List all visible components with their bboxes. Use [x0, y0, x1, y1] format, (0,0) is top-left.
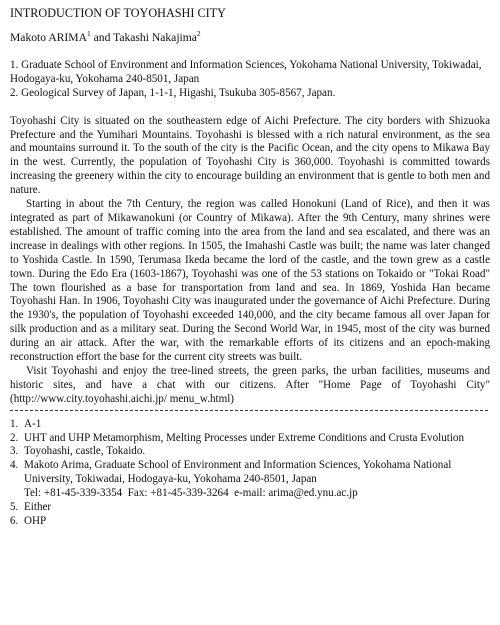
- footnote-number: 2.: [10, 431, 19, 444]
- affiliation-1: 1. Graduate School of Environment and Information Sciences, Yokohama National University, Tokiwadai, Hodogaya-ku, Yokohama 240-8501, Japan: [10, 58, 482, 85]
- footnote-number: 5.: [10, 501, 19, 514]
- footnote-text: OHP: [24, 515, 47, 527]
- paper-title: INTRODUCTION OF TOYOHASHI CITY: [10, 6, 226, 20]
- footnote-contact: Tel: +81-45-339-3354 Fax: +81-45-339-3264 e-mail: arima@ed.ynu.ac.jp: [24, 487, 358, 500]
- author-line: [10, 31, 490, 45]
- footnote-text: Either: [24, 501, 52, 514]
- body-paragraph-1: Toyohashi City is situated on the southeastern edge of Aichi Prefecture. The city borders with Shizuoka Prefecture and the Yumihari Mountains. Toyohashi is blessed with a rich natural environment, as the sea and mountains surround it. To the south of the city is the Pacific Ocean, and the city opens to Mikawa Bay in the west. Currently, the population of Toyohashi City is 360,000. Toyohashi is committed towards increasing the greenery within the city to encourage building an environment that is gentle to both men and nature.: [10, 114, 490, 197]
- footnote-6: [10, 515, 490, 529]
- footnote-number: 6.: [10, 515, 19, 527]
- footnote-text: A-1: [24, 417, 42, 430]
- footnote-number: 1.: [10, 417, 19, 430]
- author-1-name: Makoto ARIMA: [10, 31, 87, 44]
- footnote-4: [10, 459, 490, 501]
- author-1-affil-mark: 1: [86, 29, 91, 38]
- footnote-1: [10, 418, 490, 432]
- footnote-3: [10, 445, 490, 459]
- author-2-affil-mark: 2: [196, 29, 201, 38]
- author-joiner: and: [90, 31, 114, 44]
- footnote-text: Makoto Arima, Graduate School of Environment and Information Sciences, Yokohama National University, Tokiwadai, Hodogaya-ku, Yokohama 240-8501, Japan: [24, 459, 452, 486]
- affiliations: [10, 59, 490, 101]
- affiliation-2: 2. Geological Survey of Japan, 1-1-1, Higashi, Tsukuba 305-8567, Japan.: [10, 86, 336, 99]
- footnote-5: [10, 501, 490, 515]
- author-2-name: Takashi Nakajima: [113, 31, 197, 44]
- abstract-body: [10, 115, 490, 407]
- footnote-2: [10, 432, 490, 446]
- body-paragraph-3: Visit Toyohashi and enjoy the tree-lined streets, the green parks, the urban facilities, museums and historic sites, and have a chat with our citizens. After "Home Page of Toyohashi City"(http://www.city.toyohashi.aichi.jp/ menu_w.html): [10, 364, 490, 405]
- footnote-number: 4.: [10, 459, 19, 472]
- footnote-text: Toyohashi, castle, Tokaido.: [24, 445, 146, 458]
- dashed-divider: [10, 410, 490, 412]
- footnote-text: UHT and UHP Metamorphism, Melting Processes under Extreme Conditions and Crusta Evolution: [24, 431, 465, 444]
- body-paragraph-2: Starting in about the 7th Century, the region was called Honokuni (Land of Rice), and then it was integrated as part of Mikawanokuni (or Country of Mikawa). After the 9th Century, many shrines were established. The amount of traffic coming into the area from the land and sea escalated, and there was an increase in dealings with other regions. In 1505, the Imahashi Castle was built; the name was later changed to Yoshida Castle. In 1590, Terumasa Ikeda became the lord of the castle, and the town grew as a castle town. During the Edo Era (1603-1867), Toyohashi was one of the 53 stations on Tokaido or "Tokai Road" The town flourished as a base for transportation from land and sea. In 1869, Yoshida Han became Toyohashi Han. In 1906, Toyohashi City was inaugurated under the governance of Aichi Prefecture. During the 1930's, the population of Toyohashi exceeded 140,000, and the city became famous all over Japan for silk production and as a military seat. During the Second World War, in 1945, most of the city was burned during an air attack. After the war, with the remarkable efforts of its citizens and an epoch-making reconstruction effort the base for the current city streets was built.: [10, 198, 490, 364]
- footnotes: [10, 418, 490, 529]
- footnote-number: 3.: [10, 445, 19, 458]
